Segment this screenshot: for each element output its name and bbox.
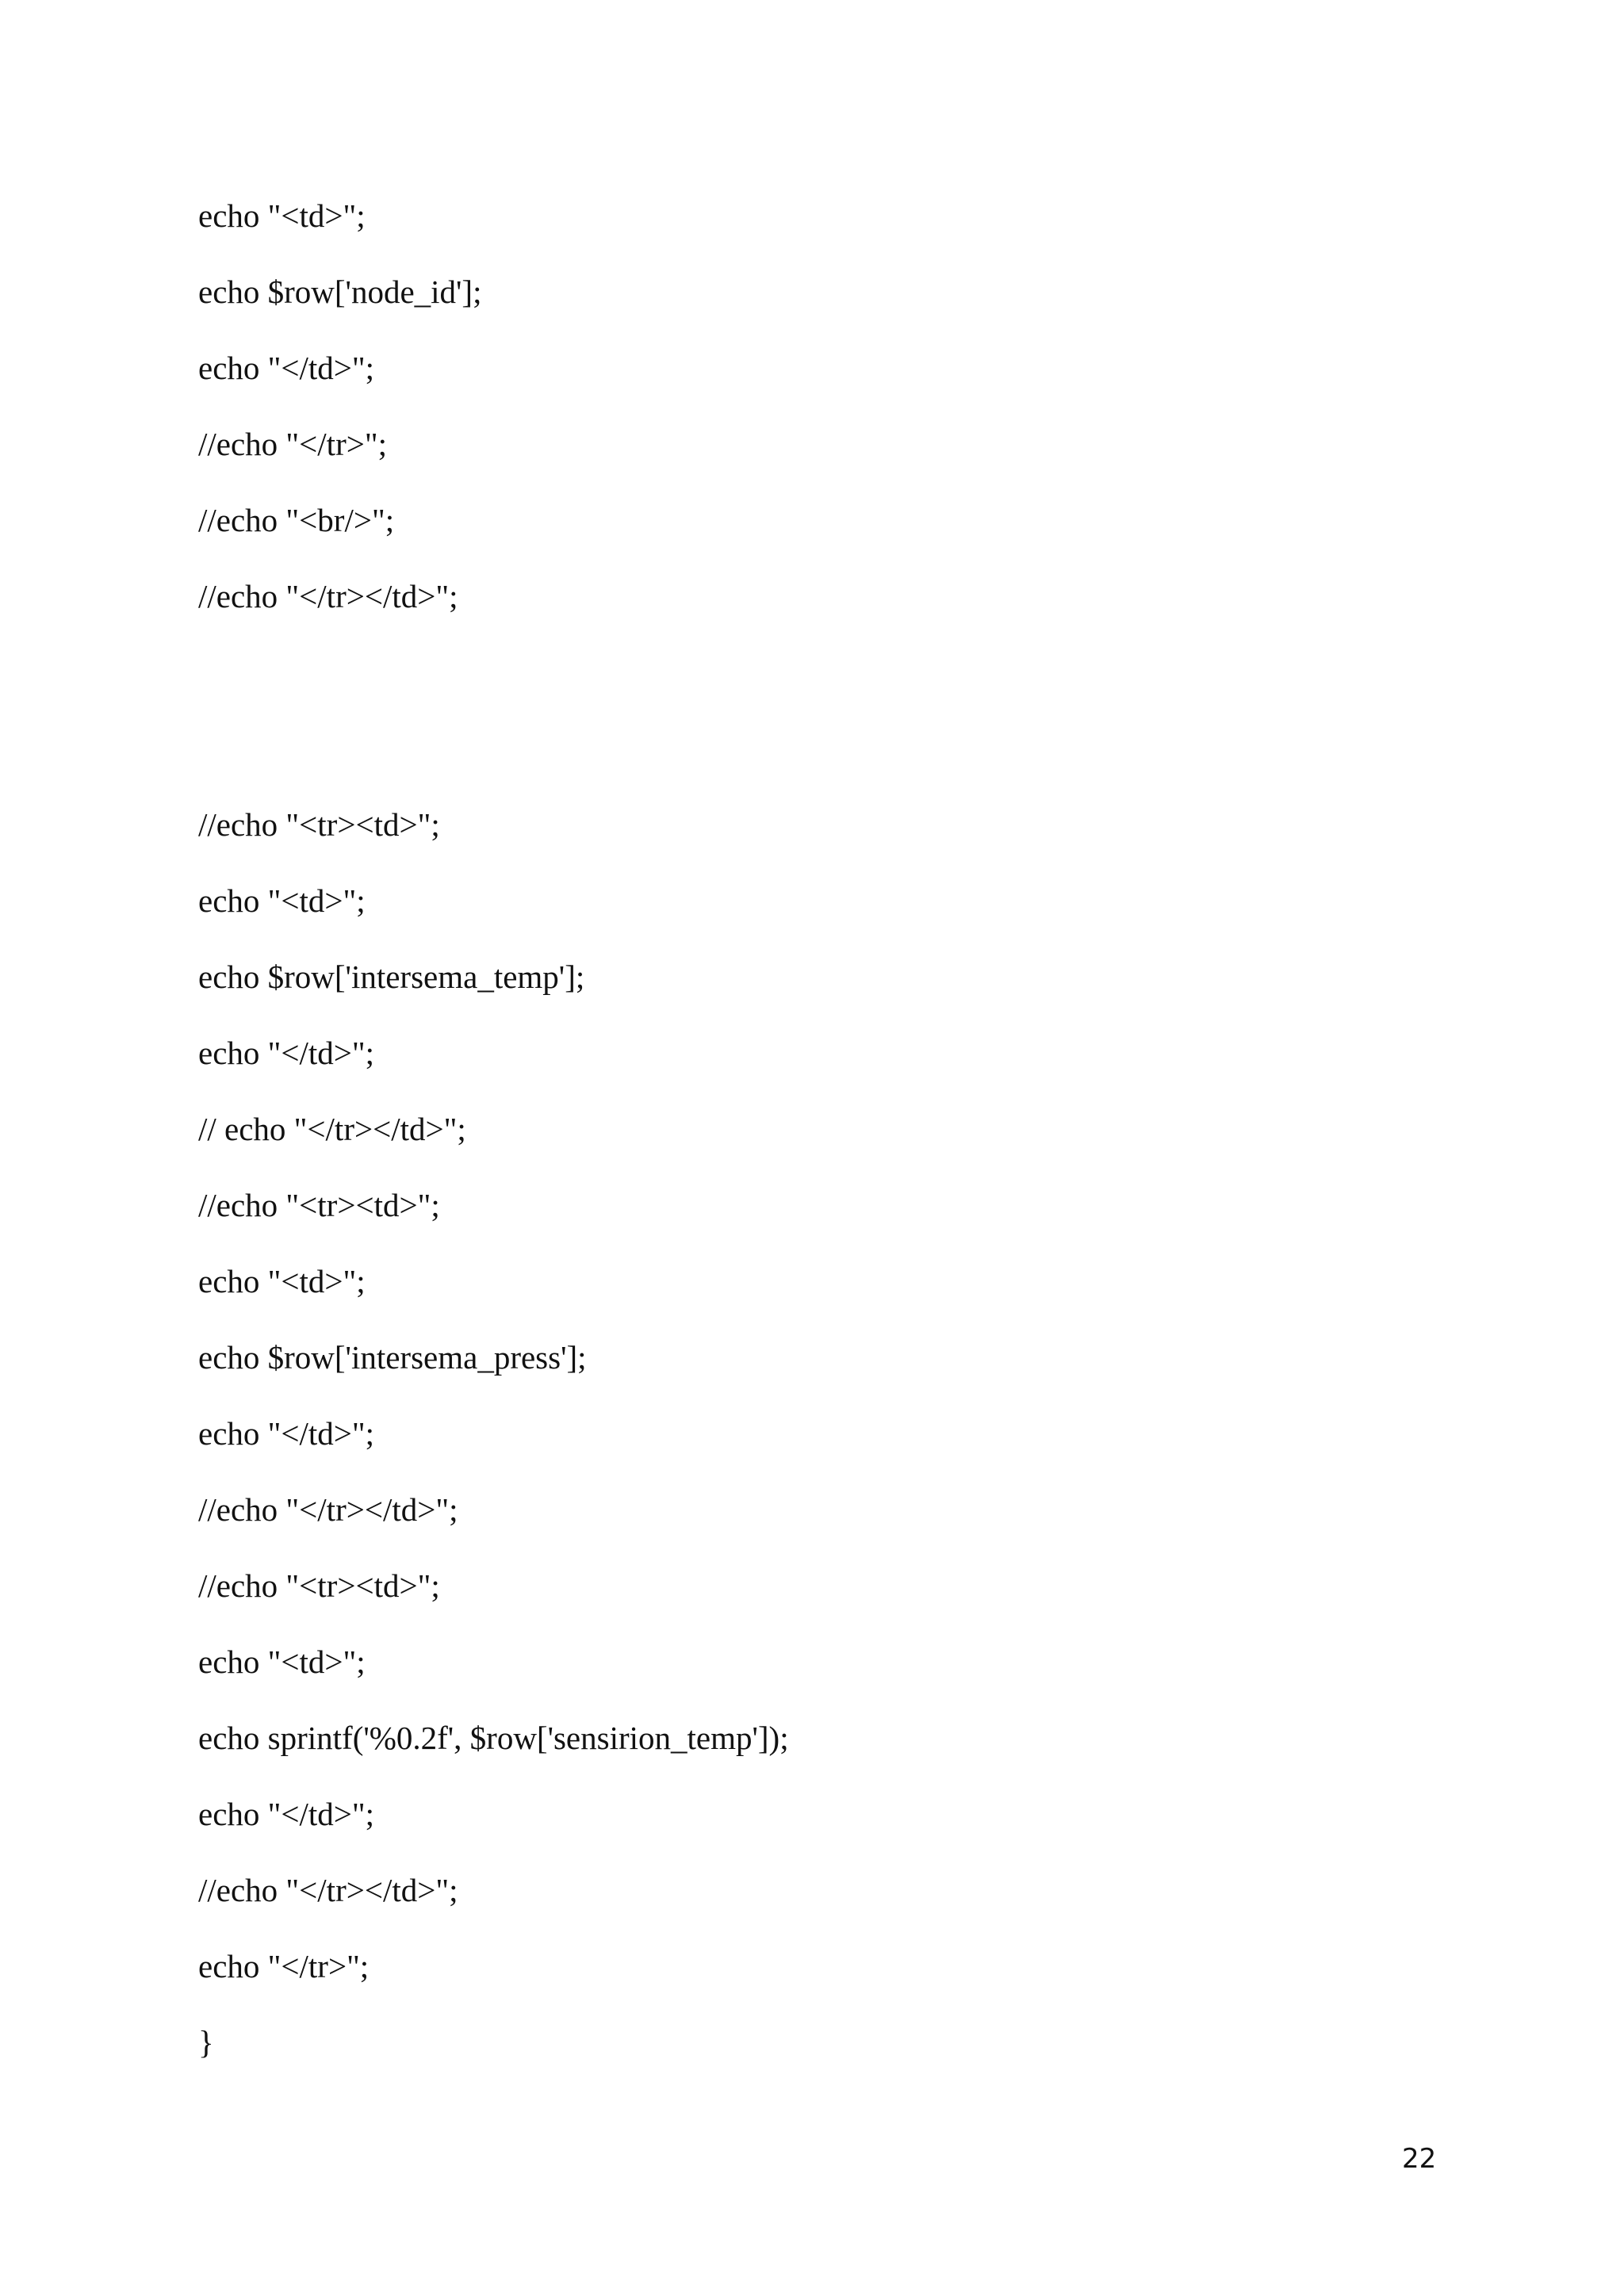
code-line: echo $row['node_id']; [198,274,482,310]
code-line: //echo "</tr></td>"; [198,1491,458,1528]
code-line: echo "</td>"; [198,1035,375,1071]
code-line: //echo "<tr><td>"; [198,806,440,843]
code-line: //echo "<br/>"; [198,502,395,538]
code-line: echo "<td>"; [198,1644,366,1680]
code-line: echo "<td>"; [198,882,366,919]
code-line: echo sprintf('%0.2f', $row['sensirion_temp']); [198,1720,789,1756]
code-line: // echo "</tr></td>"; [198,1111,466,1147]
code-line: //echo "</tr>"; [198,426,387,462]
code-line: echo "</td>"; [198,1415,375,1452]
code-line: //echo "</tr></td>"; [198,1872,458,1908]
code-line: //echo "<tr><td>"; [198,1187,440,1223]
code-line: echo "</tr>"; [198,1948,370,1984]
page-number: 22 [1402,2143,1437,2175]
code-line: echo "</td>"; [198,350,375,386]
code-line: echo "</td>"; [198,1796,375,1832]
code-line: //echo "</tr></td>"; [198,578,458,614]
code-line: echo $row['intersema_press']; [198,1339,587,1376]
code-line: echo $row['intersema_temp']; [198,959,585,995]
code-line: echo "<td>"; [198,197,366,234]
code-line: //echo "<tr><td>"; [198,1567,440,1604]
code-line: } [198,2024,214,2061]
code-line: echo "<td>"; [198,1263,366,1299]
